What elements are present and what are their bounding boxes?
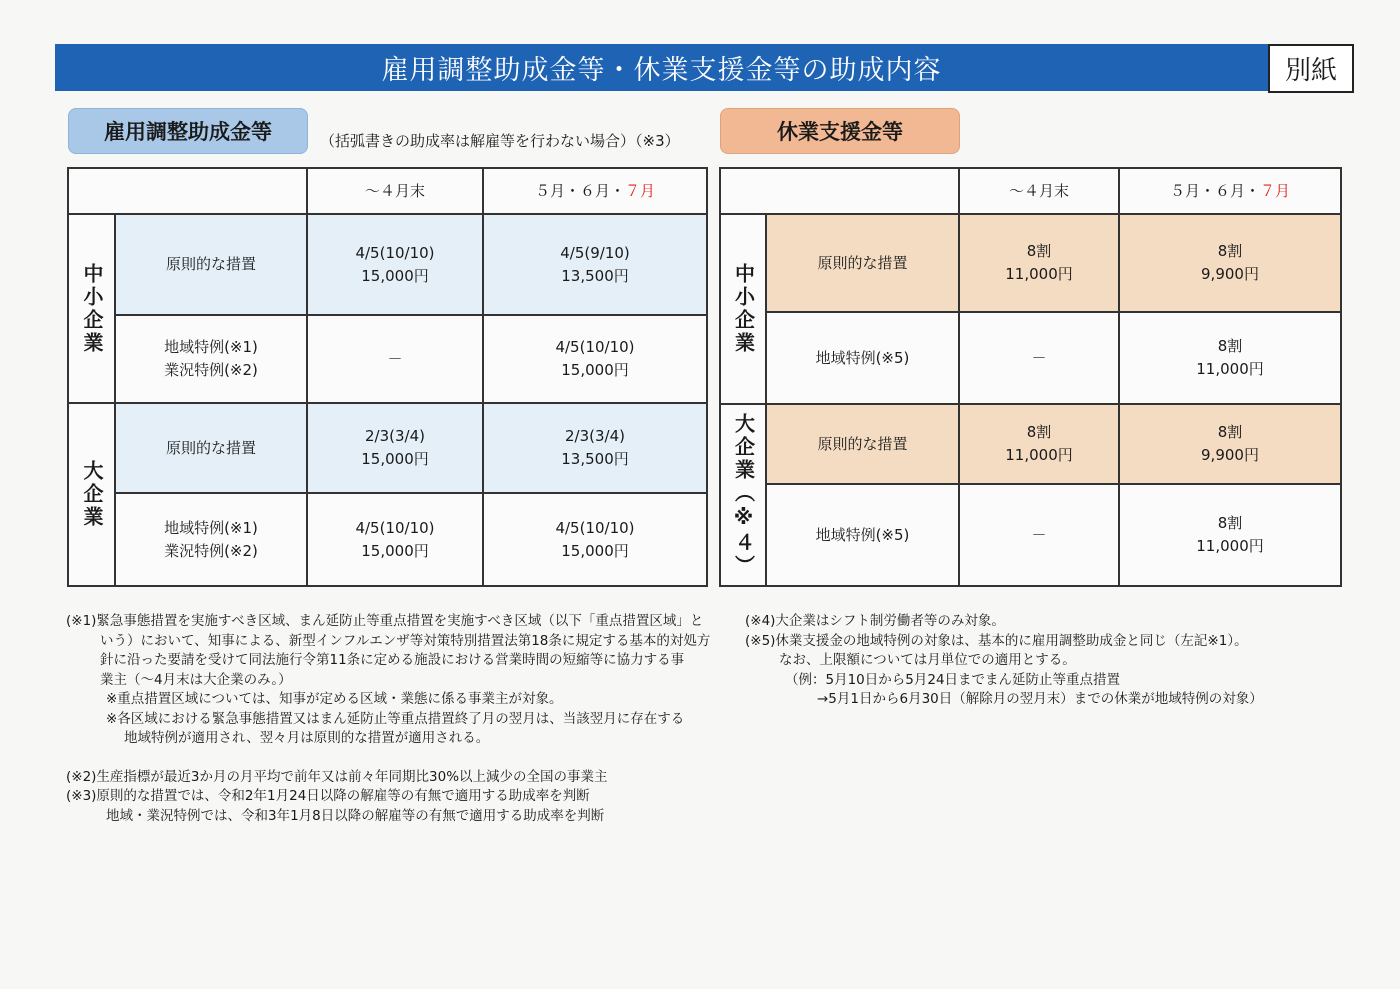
rate-note: （括弧書きの助成率は解雇等を行わない場合）（※3） [320, 132, 680, 150]
footnotes-right [745, 612, 1360, 710]
value-cell [307, 493, 483, 586]
page-title: 雇用調整助成金等・休業支援金等の助成内容 [55, 44, 1268, 91]
col-header-july: ７月 [625, 181, 656, 200]
footnote-2: (※2)生産指標が最近3か月の月平均で前年又は前々年同期比30%以上減少の全国の事業主 [66, 768, 608, 785]
sme-label: 中小企業 [80, 262, 104, 355]
value-cell: － [959, 312, 1119, 404]
footnote-1-cont: 針に沿った要請を受けて同法施行令第11条に定める施設における営業時間の短縮等に協力する事 [100, 652, 685, 668]
footnote-5-example-cont: →5月1日から6月30日（解除月の翌月末）までの休業が地域特例の対象） [817, 691, 1263, 707]
measure-text: 地域特例(※1) [164, 338, 258, 356]
value-cell [483, 403, 707, 493]
rate-text: 4/5(10/10) [555, 518, 635, 537]
footnote-5: (※5)休業支援金の地域特例の対象は、基本的に雇用調整助成金と同じ（左記※1）。 [745, 632, 1248, 649]
spacer [66, 749, 738, 768]
amount-text: 11,000円 [1196, 360, 1264, 378]
value-cell [1119, 484, 1341, 586]
value-cell [1119, 312, 1341, 404]
measure-cell: 原則的な措置 [766, 214, 959, 312]
sme-label: 中小企業 [731, 263, 756, 355]
header-empty-cell [720, 168, 959, 214]
measure-cell: 地域特例(※5) [766, 484, 959, 586]
rate-text: 2/3(3/4) [365, 427, 425, 445]
rate-text: 4/5(10/10) [355, 518, 435, 537]
large-label: 大企業（※４） [731, 412, 756, 578]
measure-cell: 地域特例(※5) [766, 312, 959, 404]
amount-text: 11,000円 [1196, 537, 1264, 555]
large-row-label [720, 404, 766, 586]
amount-text: 11,000円 [1005, 265, 1073, 283]
amount-text: 11,000円 [1005, 446, 1073, 464]
value-cell [959, 404, 1119, 484]
amount-text: 15,000円 [361, 266, 429, 285]
footnote-1-cont: いう）において、知事による、新型インフルエンザ等対策特別措置法第18条に規定する基本的対処方 [100, 632, 711, 649]
footnote-1-sub: ※各区域における緊急事態措置又はまん延防止等重点措置終了月の翌月は、当該翌月に存在する [106, 710, 685, 727]
sme-row-label [720, 214, 766, 404]
col-header-may-july [1119, 168, 1341, 214]
value-cell: － [307, 315, 483, 403]
amount-text: 9,900円 [1201, 446, 1259, 464]
attachment-label: 別紙 [1268, 44, 1354, 93]
rate-text: 4/5(10/10) [355, 243, 435, 262]
measure-text: 地域特例(※1) [164, 518, 258, 537]
amount-text: 13,500円 [561, 450, 629, 468]
measure-cell: 原則的な措置 [115, 403, 307, 493]
rate-text: 4/5(10/10) [555, 338, 635, 356]
footnote-5-example: （例：5月10日から5月24日までまん延防止等重点措置 [785, 671, 1121, 688]
measure-cell: 原則的な措置 [115, 214, 307, 315]
value-cell [483, 315, 707, 403]
employment-adjustment-table [67, 167, 708, 587]
rate-text: 2/3(3/4) [565, 427, 625, 445]
value-cell [307, 214, 483, 315]
measure-text: 業況特例(※2) [164, 361, 258, 379]
footnote-1-sub-cont: 地域特例が適用され、翌々月は原則的な措置が適用される。 [124, 730, 490, 746]
footnote-5-cont: なお、上限額については月単位での適用とする。 [779, 652, 1076, 668]
value-cell [483, 493, 707, 586]
footnote-3: (※3)原則的な措置では、令和2年1月24日以降の解雇等の有無で適用する助成率を判断 [66, 788, 590, 804]
value-cell [307, 403, 483, 493]
value-cell: － [959, 484, 1119, 586]
footnote-3-cont: 地域・業況特例では、令和3年1月8日以降の解雇等の有無で適用する助成率を判断 [106, 807, 605, 824]
measure-cell: 原則的な措置 [766, 404, 959, 484]
rate-text: 4/5(9/10) [560, 243, 630, 262]
amount-text: 9,900円 [1201, 265, 1259, 283]
employment-adjustment-badge: 雇用調整助成金等 [68, 108, 308, 154]
rate-text: 8割 [1217, 337, 1243, 355]
amount-text: 13,500円 [561, 266, 629, 285]
amount-text: 15,000円 [561, 361, 629, 379]
value-cell [959, 214, 1119, 312]
footnote-1-sub: ※重点措置区域については、知事が定める区域・業態に係る事業主が対象。 [106, 691, 563, 707]
large-label: 大企業 [80, 460, 104, 529]
value-cell [483, 214, 707, 315]
value-cell [1119, 404, 1341, 484]
header-empty-cell [68, 168, 307, 214]
col-header-may-july [483, 168, 707, 214]
footnote-4: (※4)大企業はシフト制労働者等のみ対象。 [745, 613, 1005, 629]
rate-text: 8割 [1026, 423, 1052, 441]
value-cell [1119, 214, 1341, 312]
measure-cell [115, 493, 307, 586]
footnote-1-cont: 業主（～4月末は大企業のみ。） [100, 671, 292, 688]
rate-text: 8割 [1217, 514, 1243, 532]
col-header-april: ～４月末 [959, 168, 1119, 214]
amount-text: 15,000円 [561, 541, 629, 560]
leave-support-table [719, 167, 1342, 587]
sme-row-label [68, 214, 115, 403]
col-header-may-june: ５月・６月・ [534, 181, 625, 200]
footnotes-left [66, 612, 738, 826]
large-row-label [68, 403, 115, 586]
rate-text: 8割 [1217, 423, 1243, 441]
rate-text: 8割 [1217, 242, 1243, 260]
footnote-1: (※1)緊急事態措置を実施すべき区域、まん延防止等重点措置を実施すべき区域（以下「重点措置区域」と [66, 613, 704, 629]
amount-text: 15,000円 [361, 450, 429, 468]
measure-text: 業況特例(※2) [164, 541, 258, 560]
rate-text: 8割 [1026, 242, 1052, 260]
col-header-may-june: ５月・６月・ [1169, 181, 1260, 200]
leave-support-badge: 休業支援金等 [720, 108, 960, 154]
col-header-july: ７月 [1260, 181, 1291, 200]
col-header-april: ～４月末 [307, 168, 483, 214]
measure-cell [115, 315, 307, 403]
amount-text: 15,000円 [361, 541, 429, 560]
